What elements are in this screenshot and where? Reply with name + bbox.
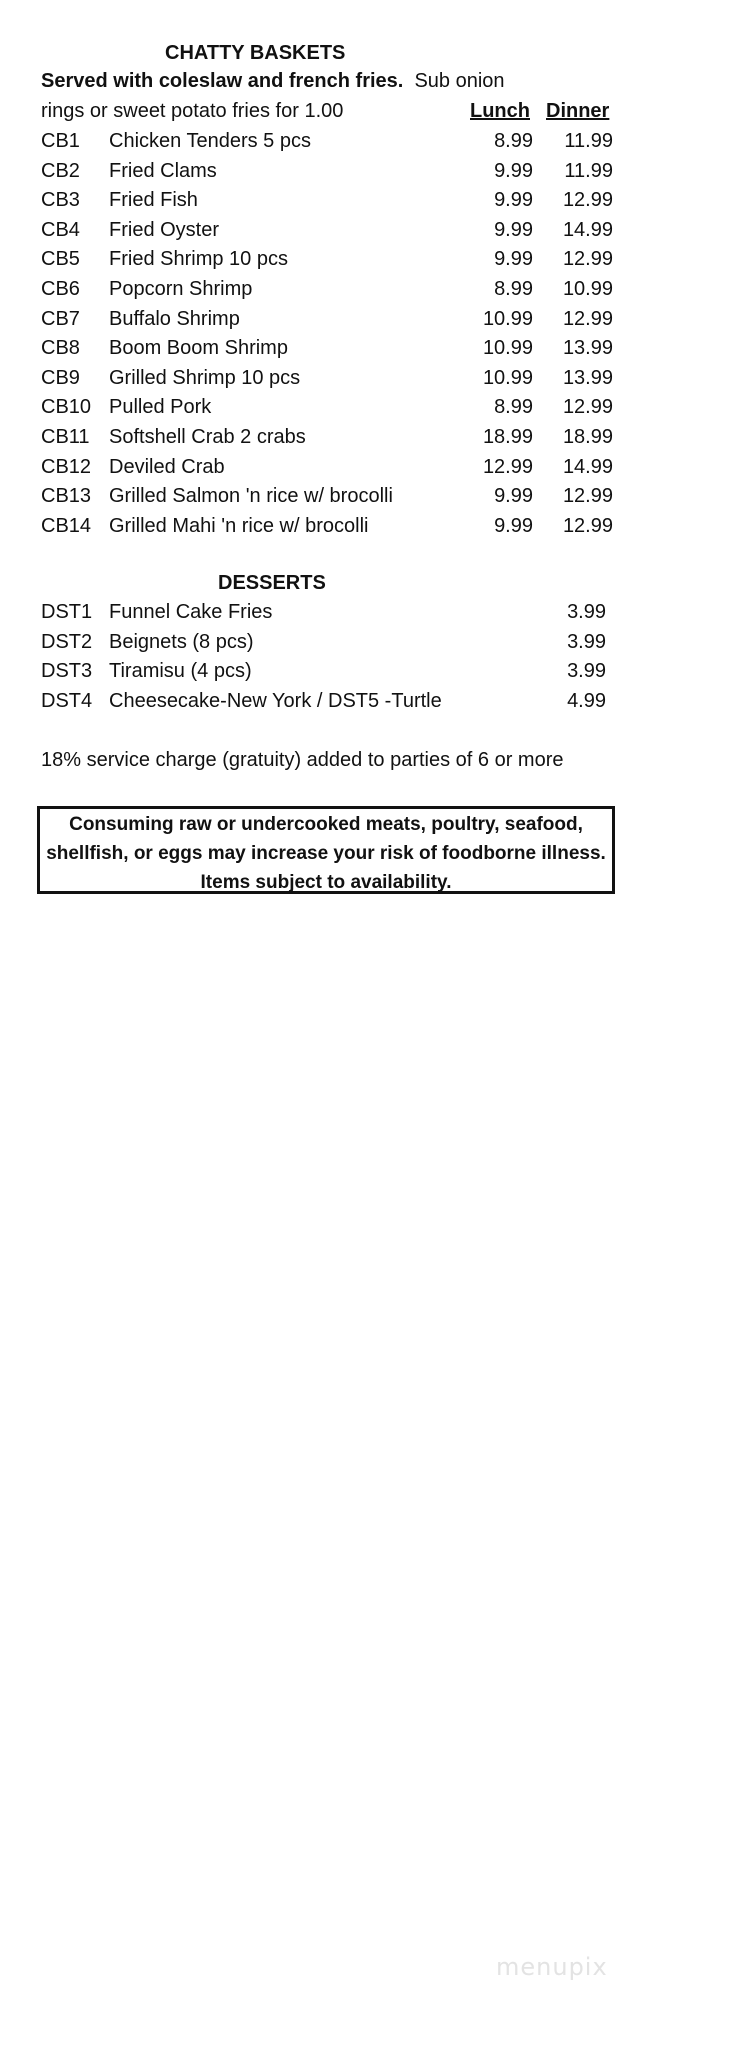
baskets-description-bold: Served with coleslaw and french fries. [41, 70, 404, 92]
food-safety-notice-box [37, 806, 615, 894]
item-name: Popcorn Shrimp [109, 278, 253, 300]
item-price: 3.99 [567, 630, 606, 653]
lunch-price: 10.99 [482, 337, 533, 360]
item-code: CB7 [41, 307, 80, 330]
menupix-watermark: menupix [496, 1953, 608, 1981]
baskets-description-sub: Sub onion [414, 70, 505, 92]
basket-menu-row [0, 452, 731, 482]
basket-menu-row [0, 511, 731, 541]
item-code: CB5 [41, 248, 80, 271]
item-code: CB14 [41, 514, 92, 537]
notice-line-2: shellfish, or eggs may increase your risk of foodborne illness. [46, 843, 606, 864]
basket-menu-row [0, 363, 731, 393]
item-code: CB12 [41, 455, 92, 478]
item-name: Fried Clams [109, 159, 217, 182]
service-charge-note: 18% service charge (gratuity) added to parties of 6 or more [41, 749, 564, 771]
basket-menu-row [0, 274, 731, 304]
basket-menu-row [0, 333, 731, 363]
lunch-price: 18.99 [482, 426, 533, 448]
basket-menu-row [0, 185, 731, 215]
item-name: Deviled Crab [109, 455, 225, 478]
item-price: 3.99 [567, 660, 606, 683]
item-name: Softshell Crab 2 crabs [109, 426, 306, 448]
lunch-price: 9.99 [494, 514, 533, 537]
item-code: CB10 [41, 396, 92, 419]
item-code: CB3 [41, 189, 80, 212]
dinner-price: 12.99 [562, 514, 613, 537]
dinner-price: 12.99 [562, 189, 613, 212]
item-name: Pulled Pork [109, 396, 212, 419]
dinner-price: 11.99 [564, 159, 613, 182]
dinner-price: 18.99 [562, 426, 613, 448]
dinner-price: 13.99 [562, 337, 613, 360]
dessert-menu-row [0, 597, 731, 627]
lunch-column-header: Lunch [470, 100, 530, 122]
item-code: DST2 [41, 630, 93, 653]
item-name: Grilled Salmon 'n rice w/ brocolli [109, 485, 393, 508]
lunch-price: 9.99 [494, 218, 533, 241]
lunch-price: 9.99 [494, 189, 533, 212]
baskets-description-line2: rings or sweet potato fries for 1.00 [41, 100, 344, 122]
item-code: CB8 [41, 337, 80, 360]
item-name: Grilled Shrimp 10 pcs [109, 366, 301, 389]
basket-menu-row [0, 481, 731, 511]
item-code: CB13 [41, 485, 92, 508]
item-name: Chicken Tenders 5 pcs [109, 130, 311, 152]
item-code: CB4 [41, 218, 80, 241]
dessert-menu-row [0, 686, 731, 716]
item-price: 4.99 [567, 689, 606, 712]
dinner-price: 12.99 [562, 396, 613, 419]
chatty-baskets-title: CHATTY BASKETS [165, 42, 346, 64]
item-code: CB2 [41, 159, 80, 182]
dinner-price: 14.99 [562, 218, 613, 241]
item-name: Beignets (8 pcs) [109, 630, 254, 653]
lunch-price: 8.99 [494, 396, 533, 419]
item-code: CB9 [41, 366, 80, 389]
basket-menu-row [0, 244, 731, 274]
dinner-price: 13.99 [562, 366, 613, 389]
basket-menu-row [0, 422, 731, 452]
basket-menu-row [0, 156, 731, 186]
basket-menu-row [0, 304, 731, 334]
basket-menu-row [0, 126, 731, 156]
item-name: Grilled Mahi 'n rice w/ brocolli [109, 514, 369, 537]
lunch-price: 8.99 [494, 278, 533, 300]
dessert-menu-row [0, 656, 731, 686]
item-code: CB1 [41, 130, 80, 152]
item-name: Fried Oyster [109, 218, 220, 241]
item-name: Fried Fish [109, 189, 198, 212]
dinner-price: 12.99 [562, 307, 613, 330]
dinner-price: 10.99 [562, 278, 613, 300]
notice-line-3: Items subject to availability. [200, 872, 452, 893]
dinner-column-header: Dinner [546, 100, 610, 122]
item-code: DST4 [41, 689, 93, 712]
item-code: DST3 [41, 660, 93, 683]
notice-line-1: Consuming raw or undercooked meats, poultry, seafood, [69, 814, 583, 835]
lunch-price: 9.99 [494, 159, 533, 182]
lunch-price: 9.99 [494, 485, 533, 508]
dessert-menu-row [0, 627, 731, 657]
item-code: CB11 [41, 426, 90, 448]
basket-menu-row [0, 392, 731, 422]
desserts-title: DESSERTS [218, 572, 326, 594]
item-name: Tiramisu (4 pcs) [109, 660, 252, 683]
item-name: Funnel Cake Fries [109, 601, 273, 623]
item-price: 3.99 [567, 601, 606, 623]
lunch-price: 12.99 [482, 455, 533, 478]
lunch-price: 10.99 [482, 366, 533, 389]
dinner-price: 14.99 [562, 455, 613, 478]
item-name: Cheesecake-New York / DST5 -Turtle [109, 689, 442, 712]
lunch-price: 10.99 [482, 307, 533, 330]
item-name: Boom Boom Shrimp [109, 337, 288, 360]
basket-menu-row [0, 215, 731, 245]
item-code: CB6 [41, 278, 80, 300]
dinner-price: 11.99 [564, 130, 613, 152]
lunch-price: 9.99 [494, 248, 533, 271]
item-name: Fried Shrimp 10 pcs [109, 248, 288, 271]
dinner-price: 12.99 [562, 248, 613, 271]
dinner-price: 12.99 [562, 485, 613, 508]
item-code: DST1 [41, 601, 93, 623]
lunch-price: 8.99 [494, 130, 533, 152]
baskets-description-line1 [41, 69, 505, 93]
item-name: Buffalo Shrimp [109, 307, 240, 330]
